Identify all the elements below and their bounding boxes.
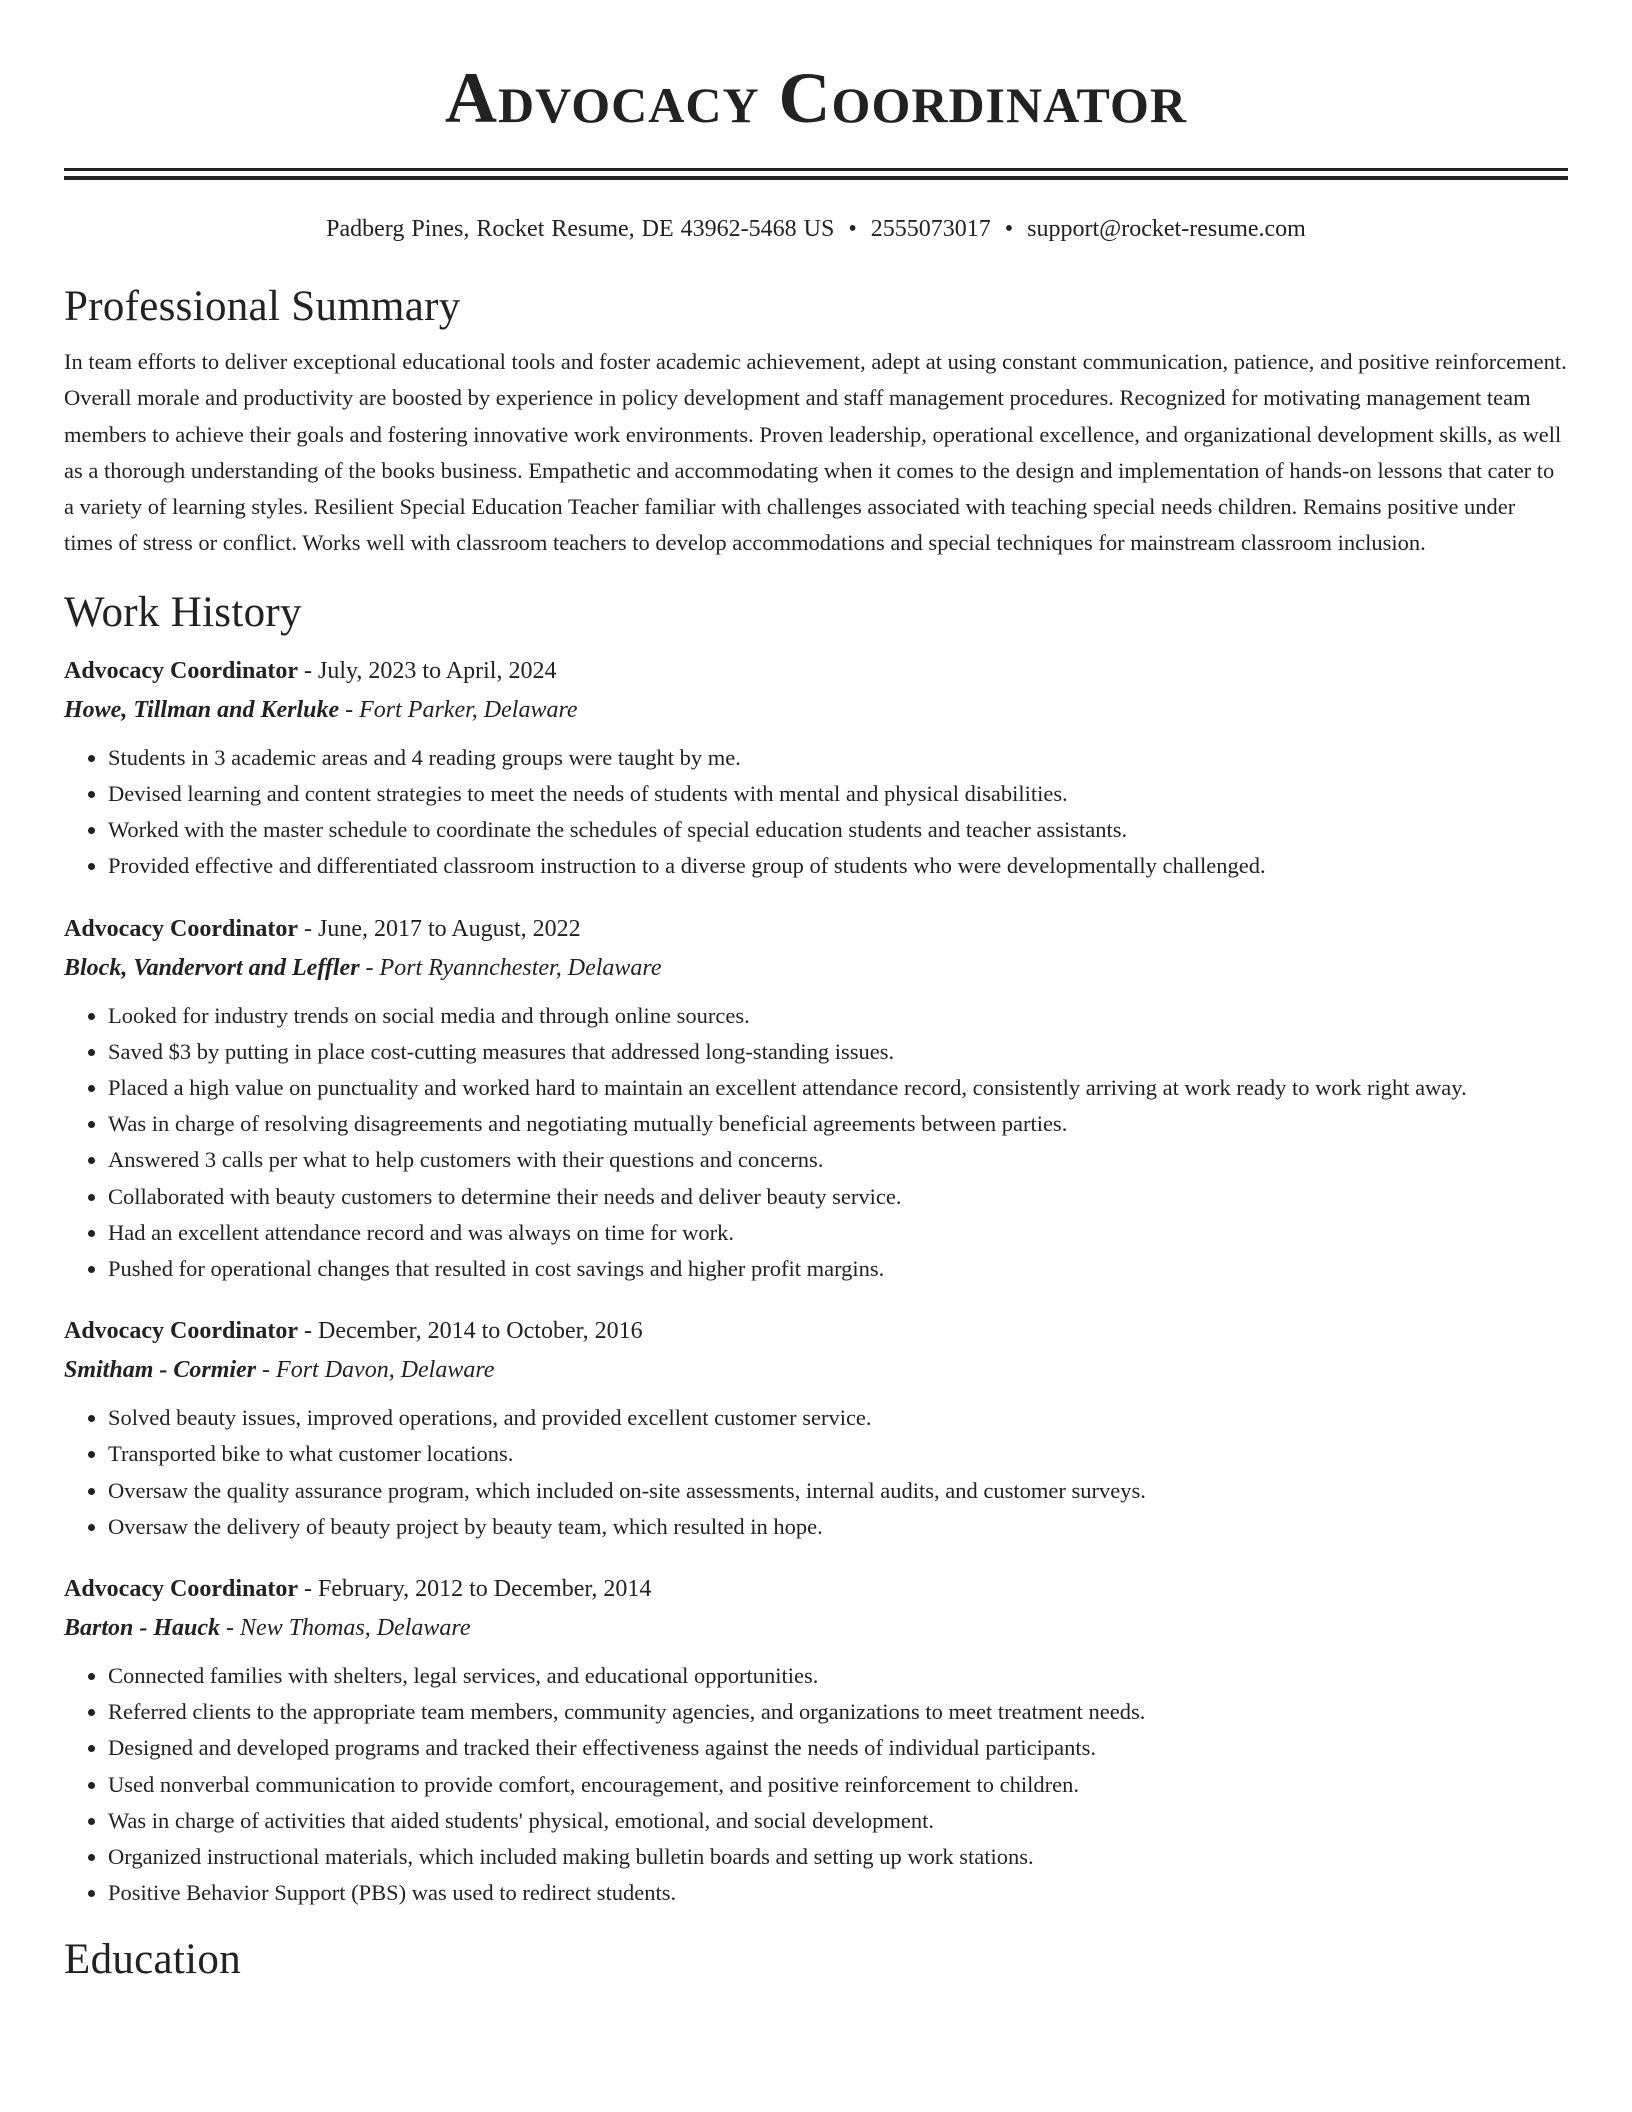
job-entry — [64, 910, 1568, 1288]
job-company: Howe, Tillman and Kerluke — [64, 696, 340, 723]
education-heading: Education — [64, 1936, 242, 1984]
resume-name: Advocacy Coordinator — [445, 58, 1187, 138]
job-location: Fort Parker, Delaware — [359, 696, 578, 723]
job-bullet: • Was in charge of resolving disagreements and negotiating mutually beneficial agreements between parties. — [108, 1106, 1568, 1142]
job-bullet: • Placed a high value on punctuality and worked hard to maintain an excellent attendance record, consistently arriving at work ready to work right away. — [108, 1070, 1568, 1106]
job-title: Advocacy Coordinator — [64, 1318, 298, 1345]
job-bullet-list — [64, 1400, 1568, 1545]
job-bullet-list — [64, 1658, 1568, 1911]
job-bullet: • Saved $3 by putting in place cost-cutting measures that addressed long-standing issues. — [108, 1034, 1568, 1070]
job-company: Block, Vandervort and Leffler — [64, 954, 360, 981]
job-bullet: • Devised learning and content strategies to meet the needs of students with mental and physical disabilities. — [108, 776, 1568, 812]
job-bullet: • Pushed for operational changes that resulted in cost savings and higher profit margins. — [108, 1251, 1568, 1287]
header-divider — [64, 168, 1568, 180]
contact-phone: 2555073017 — [870, 216, 991, 242]
job-dates: July, 2023 to April, 2024 — [317, 657, 557, 684]
job-bullet: • Had an excellent attendance record and was always on time for work. — [108, 1215, 1568, 1251]
contact-email: support@rocket-resume.com — [1027, 216, 1306, 242]
job-bullet: • Was in charge of activities that aided students' physical, emotional, and social development. — [108, 1803, 1568, 1839]
job-employer: Smitham - Cormier - Fort Davon, Delaware — [64, 1357, 495, 1384]
job-bullet: • Provided effective and differentiated classroom instruction to a diverse group of students who were developmentally challenged. — [108, 848, 1568, 884]
job-bullet: • Oversaw the quality assurance program, which included on-site assessments, internal audits, and customer surveys. — [108, 1473, 1568, 1509]
contact-line — [64, 214, 1568, 244]
job-location: Port Ryannchester, Delaware — [379, 954, 662, 981]
summary-text: In team efforts to deliver exceptional educational tools and foster academic achievement, adept at using constant communication, patience, and positive reinforcement. Overall morale and productivity are boosted by experience in policy development and staff management procedures. Recognized for motivating management team members to achieve their goals and fostering innovative work environments. Proven leadership, operational excellence, and organizational development skills, as well as a thorough understanding of the books business. Empathetic and accommodating when it comes to the design and implementation of hands-on lessons that cater to a variety of learning styles. Resilient Special Education Teacher familiar with challenges associated with teaching special needs children. Remains positive under times of stress or conflict. Works well with classroom teachers to develop accommodations and special techniques for mainstream classroom inclusion. — [64, 349, 1567, 556]
job-employer: Howe, Tillman and Kerluke - Fort Parker, Delaware — [64, 696, 578, 723]
job-title: Advocacy Coordinator — [64, 915, 298, 942]
job-header: Advocacy Coordinator - December, 2014 to October, 2016 — [64, 1318, 643, 1345]
job-bullet: • Students in 3 academic areas and 4 reading groups were taught by me. — [108, 740, 1568, 776]
work-history-list — [64, 652, 1568, 1912]
job-bullet: • Used nonverbal communication to provide comfort, encouragement, and positive reinforcement to children. — [108, 1767, 1568, 1803]
job-bullet: • Solved beauty issues, improved operations, and provided excellent customer service. — [108, 1400, 1568, 1436]
job-title: Advocacy Coordinator — [64, 1576, 298, 1603]
summary-heading: Professional Summary — [64, 283, 461, 330]
job-entry — [64, 1570, 1568, 1911]
job-bullet: • Transported bike to what customer locations. — [108, 1436, 1568, 1472]
job-dates: February, 2012 to December, 2014 — [317, 1576, 652, 1603]
job-bullet: • Positive Behavior Support (PBS) was used to redirect students. — [108, 1875, 1568, 1911]
job-location: New Thomas, Delaware — [240, 1615, 471, 1642]
work-history-heading: Work History — [64, 588, 302, 636]
job-dates: December, 2014 to October, 2016 — [317, 1318, 643, 1345]
contact-address: Padberg Pines, Rocket Resume, DE 43962-5468 US — [326, 216, 835, 242]
contact-separator: • — [848, 216, 857, 242]
job-bullet: • Looked for industry trends on social media and through online sources. — [108, 998, 1568, 1034]
job-bullet: • Designed and developed programs and tracked their effectiveness against the needs of individual participants. — [108, 1730, 1568, 1766]
contact-separator: • — [1004, 216, 1014, 242]
job-bullet: • Oversaw the delivery of beauty project by beauty team, which resulted in hope. — [108, 1509, 1568, 1545]
job-header: Advocacy Coordinator - July, 2023 to April, 2024 — [64, 657, 557, 684]
job-location: Fort Davon, Delaware — [276, 1357, 495, 1384]
job-bullet: • Answered 3 calls per what to help customers with their questions and concerns. — [108, 1142, 1568, 1178]
job-bullet: • Organized instructional materials, which included making bulletin boards and setting up work stations. — [108, 1839, 1568, 1875]
job-header: Advocacy Coordinator - June, 2017 to August, 2022 — [64, 915, 581, 942]
job-employer: Block, Vandervort and Leffler - Port Ryannchester, Delaware — [64, 954, 662, 981]
job-bullet: • Connected families with shelters, legal services, and educational opportunities. — [108, 1658, 1568, 1694]
job-entry — [64, 652, 1568, 885]
job-company: Barton - Hauck — [64, 1615, 221, 1642]
job-header: Advocacy Coordinator - February, 2012 to December, 2014 — [64, 1576, 652, 1603]
job-dates: June, 2017 to August, 2022 — [317, 915, 581, 942]
job-company: Smitham - Cormier — [64, 1357, 257, 1384]
job-entry — [64, 1312, 1568, 1545]
job-title: Advocacy Coordinator — [64, 657, 298, 684]
job-bullet: • Worked with the master schedule to coordinate the schedules of special education students and teacher assistants. — [108, 812, 1568, 848]
job-bullet: • Referred clients to the appropriate team members, community agencies, and organizations to meet treatment needs. — [108, 1694, 1568, 1730]
job-bullet-list — [64, 740, 1568, 885]
job-bullet-list — [64, 998, 1568, 1288]
job-employer: Barton - Hauck - New Thomas, Delaware — [64, 1615, 471, 1642]
job-bullet: • Collaborated with beauty customers to determine their needs and deliver beauty service. — [108, 1179, 1568, 1215]
